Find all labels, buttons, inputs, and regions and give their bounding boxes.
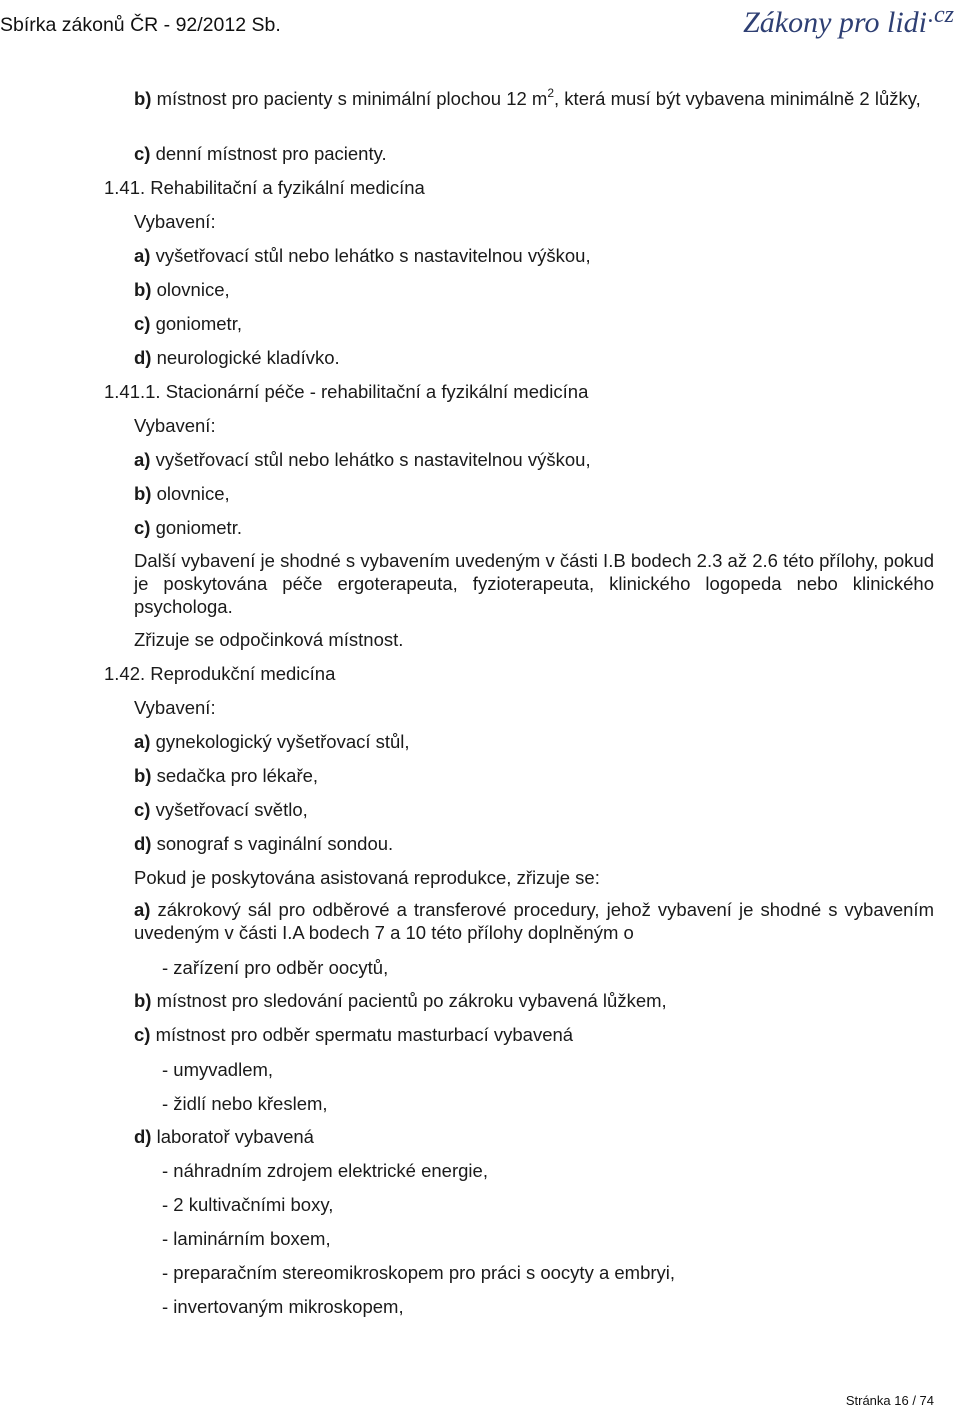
section-heading-1-41: 1.41. Rehabilitační a fyzikální medicína: [104, 177, 425, 198]
item-letter: c): [134, 799, 151, 820]
site-logo-text: Zákony pro lidi: [743, 6, 927, 39]
list-item: [134, 799, 308, 821]
list-item: [134, 245, 591, 267]
paragraph-assisted-reproduction: Pokud je poskytována asistovaná reprodukce, zřizuje se:: [134, 867, 600, 888]
list-item: [134, 1024, 573, 1046]
site-logo-suffix: .cz: [928, 2, 954, 28]
section-heading-1-41-1: 1.41.1. Stacionární péče - rehabilitační a fyzikální medicína: [104, 381, 589, 402]
superscript: 2: [547, 86, 555, 100]
item-letter: a): [134, 245, 151, 266]
page-number: Stránka 16 / 74: [845, 1393, 934, 1408]
item-text: gynekologický vyšetřovací stůl,: [150, 731, 410, 752]
list-item: [134, 765, 318, 787]
item-text: goniometr,: [150, 313, 242, 334]
item-text: místnost pro sledování pacientů po zákroku vybavená lůžkem,: [151, 990, 667, 1011]
item-text: olovnice,: [151, 483, 230, 504]
sub-list-item: - židlí nebo křeslem,: [162, 1093, 328, 1114]
item-text: zákrokový sál pro odběrové a transferové procedury, jehož vybavení je shodné s vybavením uvedeným v části I.A bodech 7 a 10 této přílohy doplněným o: [134, 899, 934, 943]
item-text: vyšetřovací stůl nebo lehátko s nastavitelnou výškou,: [150, 449, 591, 470]
item-letter: c): [134, 143, 151, 164]
list-item: [134, 731, 410, 753]
list-item: [134, 279, 230, 301]
list-item: [134, 483, 230, 505]
item-text: denní místnost pro pacienty.: [150, 143, 387, 164]
item-text: olovnice,: [151, 279, 230, 300]
sub-list-item: - umyvadlem,: [162, 1059, 274, 1080]
document-header-title: Sbírka zákonů ČR - 92/2012 Sb.: [0, 14, 281, 36]
list-item: [134, 990, 667, 1012]
item-letter: c): [134, 313, 151, 334]
sub-list-item: - preparačním stereomikroskopem pro práci s oocyty a embryi,: [162, 1262, 676, 1283]
item-letter: d): [134, 347, 152, 368]
site-logo[interactable]: [743, 2, 954, 40]
item-letter: a): [134, 899, 151, 920]
item-text: vyšetřovací světlo,: [150, 799, 308, 820]
equipment-label: Vybavení:: [134, 697, 216, 718]
paragraph-additional-equipment: Další vybavení je shodné s vybavením uvedeným v části I.B bodech 2.3 až 2.6 této přílohy, pokud je poskytována péče ergoterapeuta, fyzioterapeuta, klinického logopeda nebo klinického psychologa.: [134, 550, 934, 617]
item-text: místnost pro odběr spermatu masturbací vybavená: [150, 1024, 574, 1045]
item-letter: c): [134, 517, 151, 538]
sub-list-item: - laminárním boxem,: [162, 1228, 331, 1249]
list-item: [134, 1126, 314, 1148]
item-letter: b): [134, 990, 152, 1011]
item-letter: a): [134, 731, 151, 752]
item-letter: b): [134, 88, 152, 109]
list-item: [134, 347, 340, 369]
item-letter: d): [134, 1126, 152, 1147]
item-b-patient-room: [134, 86, 934, 109]
item-letter: c): [134, 1024, 151, 1045]
item-text: sedačka pro lékaře,: [151, 765, 319, 786]
equipment-label: Vybavení:: [134, 211, 216, 232]
sub-list-item: - 2 kultivačními boxy,: [162, 1194, 334, 1215]
item-letter: d): [134, 833, 152, 854]
item-text: goniometr.: [150, 517, 242, 538]
item-letter: b): [134, 279, 152, 300]
list-item: [134, 313, 242, 335]
list-item: [134, 517, 242, 539]
list-item: [134, 898, 934, 944]
item-text: laboratoř vybavená: [151, 1126, 314, 1147]
item-letter: a): [134, 449, 151, 470]
item-text: místnost pro pacienty s minimální plochou 12 m: [151, 88, 548, 109]
sub-list-item: - invertovaným mikroskopem,: [162, 1296, 404, 1317]
item-text: sonograf s vaginální sondou.: [151, 833, 394, 854]
list-item: [134, 833, 393, 855]
sub-list-item: - zařízení pro odběr oocytů,: [162, 957, 389, 978]
item-text: vyšetřovací stůl nebo lehátko s nastavitelnou výškou,: [150, 245, 591, 266]
item-text: neurologické kladívko.: [151, 347, 340, 368]
item-letter: b): [134, 483, 152, 504]
equipment-label: Vybavení:: [134, 415, 216, 436]
paragraph-rest-room: Zřizuje se odpočinková místnost.: [134, 629, 404, 650]
section-heading-1-42: 1.42. Reprodukční medicína: [104, 663, 336, 684]
list-item: [134, 449, 591, 471]
item-text: , která musí být vybavena minimálně 2 lůžky,: [554, 88, 921, 109]
item-letter: b): [134, 765, 152, 786]
item-c-day-room: [134, 143, 387, 165]
sub-list-item: - náhradním zdrojem elektrické energie,: [162, 1160, 488, 1181]
